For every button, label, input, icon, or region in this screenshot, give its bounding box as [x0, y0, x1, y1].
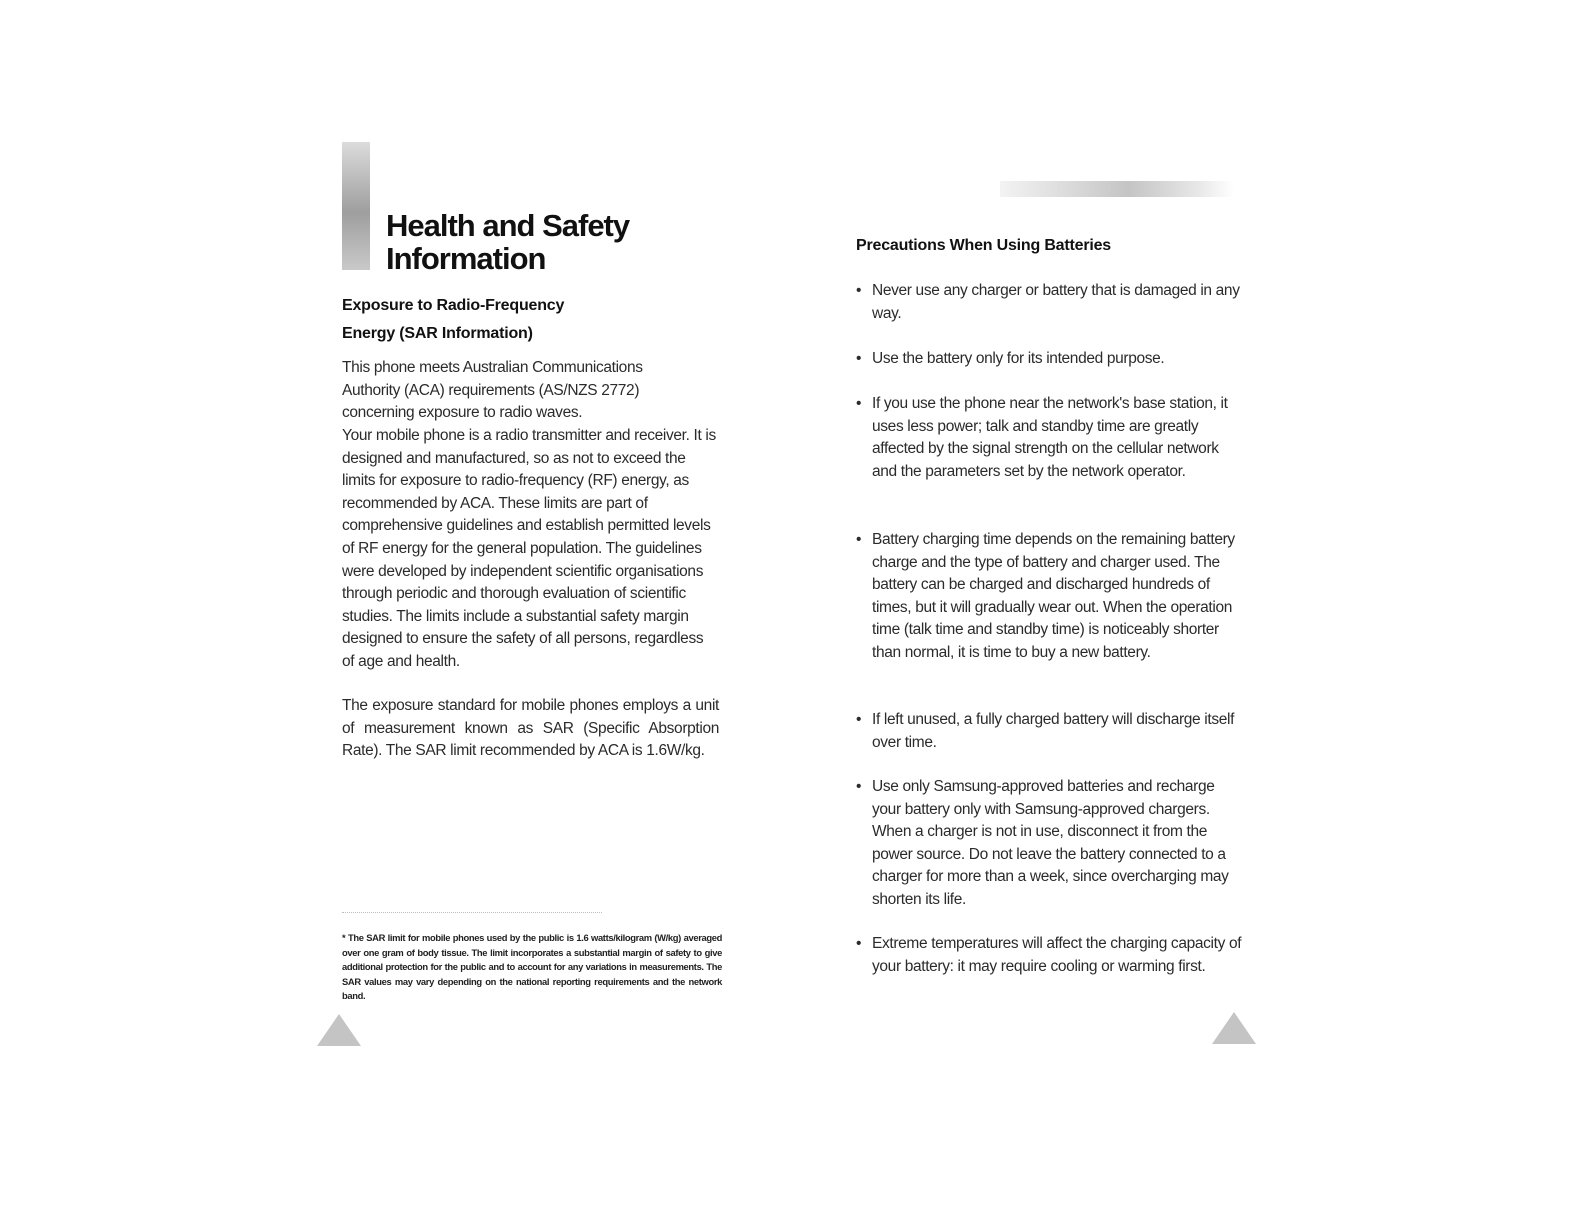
footnote-divider — [342, 912, 602, 913]
list-item — [856, 393, 1246, 483]
bullet-text: Use only Samsung-approved batteries and recharge your battery only with Samsung-approved chargers. When a charger is not in use, disconnect it from the power source. Do not leave the battery connected to a charger for more than a week, since overcharging may shorten its life. — [872, 778, 1229, 908]
bullet-text: Extreme temperatures will affect the charging capacity of your battery: it may require cooling or warming first. — [872, 935, 1242, 975]
paragraph-rf-limits: Your mobile phone is a radio transmitter and receiver. It is designed and manufactured, so as not to exceed the limits for exposure to radio-frequency (RF) energy, as recommended by ACA. These limits are part of comprehensive guidelines and establish permitted levels of RF energy for the general population. The guidelines were developed by independent scientific organisations through periodic and thorough evaluation of scientific studies. The limits include a substantial safety margin designed to ensure the safety of all persons, regardless of age and health. — [342, 427, 716, 670]
paragraph-sar-standard: The exposure standard for mobile phones employs a unit of measurement known as SAR (Specific Absorption Rate). The SAR limit recommended by ACA is 1.6W/kg. — [342, 697, 719, 760]
page-corner-triangle-icon — [1212, 1012, 1256, 1044]
bullet-text: Battery charging time depends on the remaining battery charge and the type of battery and charger used. The battery can be charged and discharged hundreds of times, but it will gradually wear out. When the operation time (talk time and standby time) is noticeably shorter than normal, it is time to buy a new battery. — [872, 531, 1235, 661]
list-item — [856, 529, 1246, 665]
page-title — [386, 209, 629, 275]
list-item — [856, 709, 1246, 754]
list-item — [856, 348, 1246, 371]
bullet-text: If left unused, a fully charged battery will discharge itself over time. — [872, 711, 1235, 751]
bullet-text: Never use any charger or battery that is damaged in any way. — [872, 282, 1240, 322]
paragraph-aca-requirements: This phone meets Australian Communications Authority (ACA) requirements (AS/NZS 2772) concerning exposure to radio waves. — [342, 359, 643, 422]
sar-heading-line1: Exposure to Radio-Frequency — [342, 297, 565, 314]
bullet-text: If you use the phone near the network's base station, it uses less power; talk and standby time are greatly affected by the signal strength on the cellular network and the parameters set by the network operator. — [872, 395, 1228, 480]
list-item — [856, 933, 1246, 978]
bullet-icon: • — [856, 395, 862, 412]
page-corner-triangle-icon — [317, 1014, 361, 1046]
bullet-text: Use the battery only for its intended purpose. — [872, 350, 1165, 367]
bullet-icon: • — [856, 711, 862, 728]
list-item — [856, 776, 1246, 912]
running-header-decoration — [1000, 181, 1234, 197]
bullet-icon: • — [856, 282, 862, 299]
heading-bar-decoration — [342, 142, 370, 270]
bullet-icon: • — [856, 935, 862, 952]
sar-footnote: * The SAR limit for mobile phones used by the public is 1.6 watts/kilogram (W/kg) averaged over one gram of body tissue. The limit incorporates a substantial margin of safety to give additional protection for the public and to account for any variations in measurements. The SAR values may vary depending on the national reporting requirements and the network band. — [342, 932, 722, 1001]
bullet-icon: • — [856, 531, 862, 548]
sar-section-heading — [342, 292, 702, 348]
battery-section-heading: Precautions When Using Batteries — [856, 237, 1111, 254]
list-item — [856, 280, 1246, 325]
sar-heading-line2: Energy (SAR Information) — [342, 325, 533, 342]
bullet-icon: • — [856, 778, 862, 795]
bullet-icon: • — [856, 350, 862, 367]
page-title-line2: Information — [386, 241, 546, 276]
page-title-line1: Health and Safety — [386, 208, 630, 243]
